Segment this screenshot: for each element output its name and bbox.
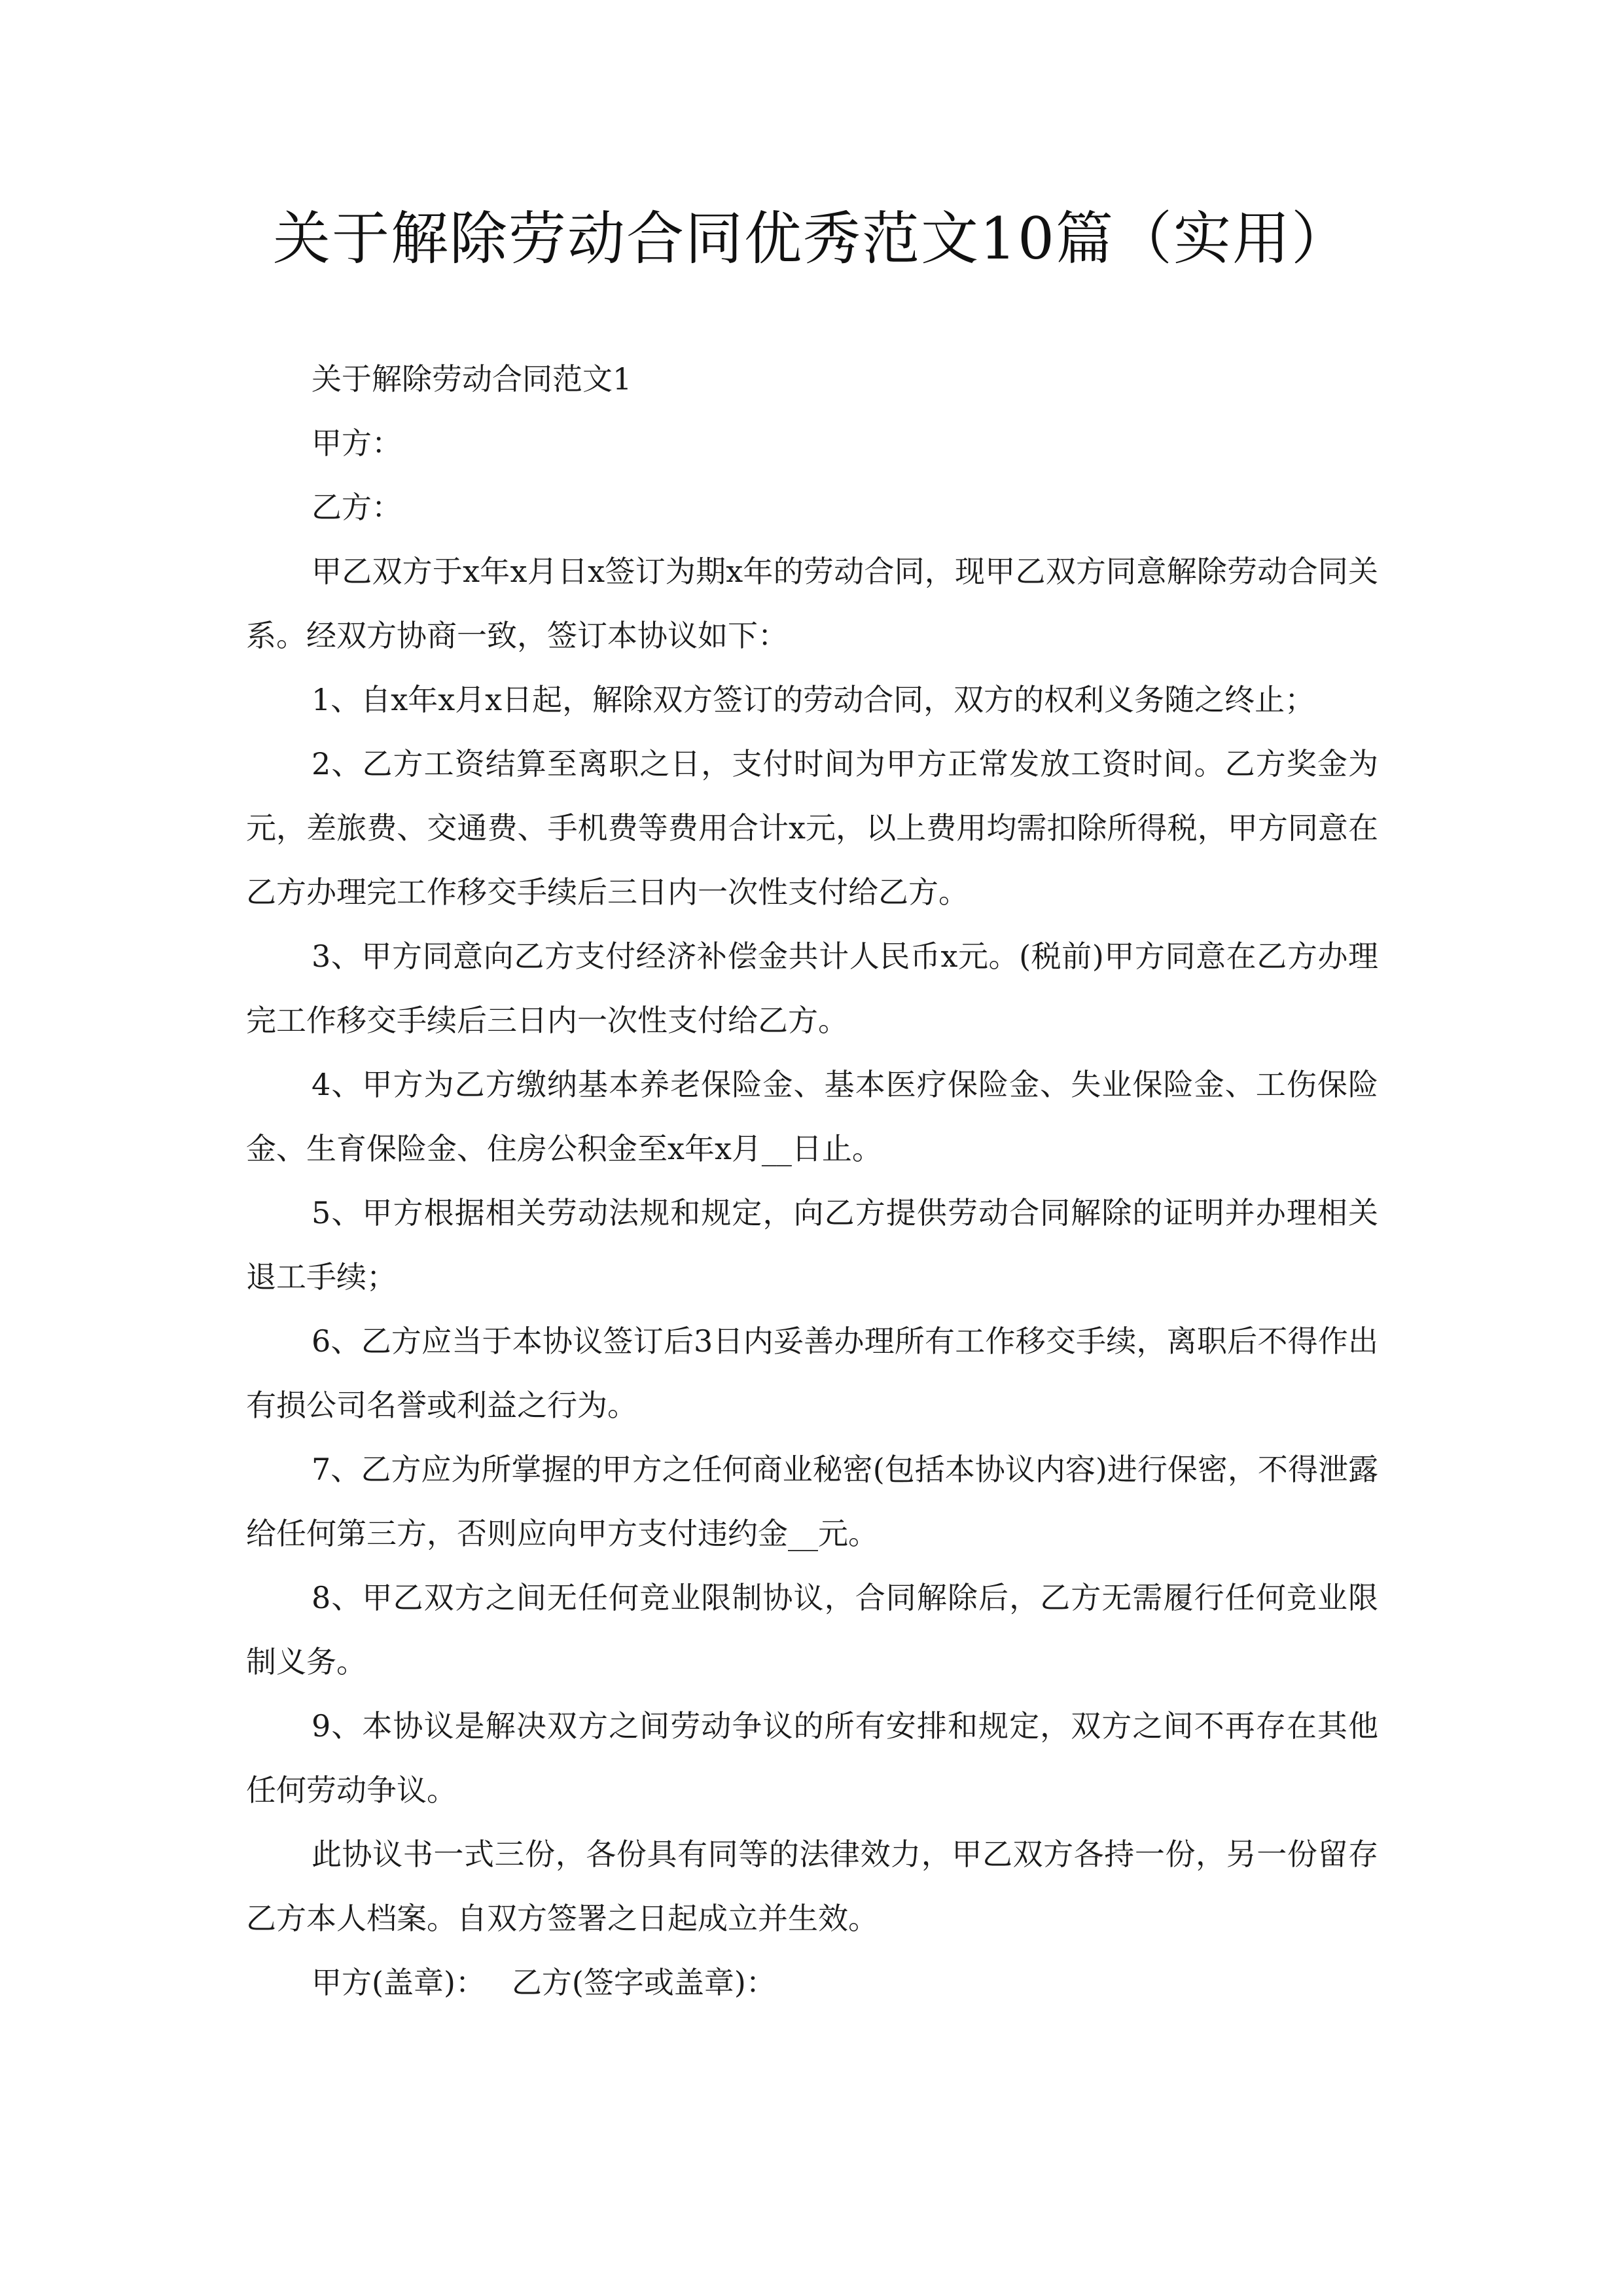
party-b-line: 乙方： [312, 490, 402, 525]
clause-1: 1、自x年x月x日起，解除双方签订的劳动合同，双方的权利义务随之终止； [312, 682, 1315, 717]
document-body [246, 347, 1378, 2015]
clause-7: 7、乙方应为所掌握的甲方之任何商业秘密(包括本协议内容)进行保密，不得泄露给任何第三方，否则应向甲方支付违约金__元。 [246, 1452, 1378, 1551]
party-b-signature: 乙方(签字或盖章)： [511, 1965, 776, 2000]
party-a-line: 甲方： [312, 425, 402, 461]
intro-paragraph: 甲乙双方于x年x月日x签订为期x年的劳动合同，现甲乙双方同意解除劳动合同关系。经双方协商一致，签订本协议如下： [246, 554, 1378, 653]
document-title: 关于解除劳动合同优秀范文10篇（实用） [273, 205, 1350, 272]
closing-paragraph: 此协议书一式三份，各份具有同等的法律效力，甲乙双方各持一份，另一份留存乙方本人档案。自双方签署之日起成立并生效。 [246, 1837, 1378, 1936]
signature-line [246, 1950, 1378, 2015]
clause-2: 2、乙方工资结算至离职之日，支付时间为甲方正常发放工资时间。乙方奖金为元，差旅费、交通费、手机费等费用合计x元，以上费用均需扣除所得税，甲方同意在乙方办理完工作移交手续后三日内一次性支付给乙方。 [246, 746, 1378, 910]
clause-8: 8、甲乙双方之间无任何竞业限制协议，合同解除后，乙方无需履行任何竞业限制义务。 [246, 1580, 1378, 1679]
clause-9: 9、本协议是解决双方之间劳动争议的所有安排和规定，双方之间不再存在其他任何劳动争议。 [246, 1708, 1378, 1808]
party-a-signature: 甲方(盖章)： [312, 1965, 486, 2000]
clause-3: 3、甲方同意向乙方支付经济补偿金共计人民币x元。(税前)甲方同意在乙方办理完工作移交手续后三日内一次性支付给乙方。 [246, 939, 1378, 1038]
clause-5: 5、甲方根据相关劳动法规和规定，向乙方提供劳动合同解除的证明并办理相关退工手续； [246, 1195, 1378, 1295]
clause-4: 4、甲方为乙方缴纳基本养老保险金、基本医疗保险金、失业保险金、工伤保险金、生育保险金、住房公积金至x年x月__日止。 [246, 1067, 1378, 1166]
section-heading: 关于解除劳动合同范文1 [312, 361, 632, 397]
clause-6: 6、乙方应当于本协议签订后3日内妥善办理所有工作移交手续，离职后不得作出有损公司名誉或利益之行为。 [246, 1323, 1378, 1423]
